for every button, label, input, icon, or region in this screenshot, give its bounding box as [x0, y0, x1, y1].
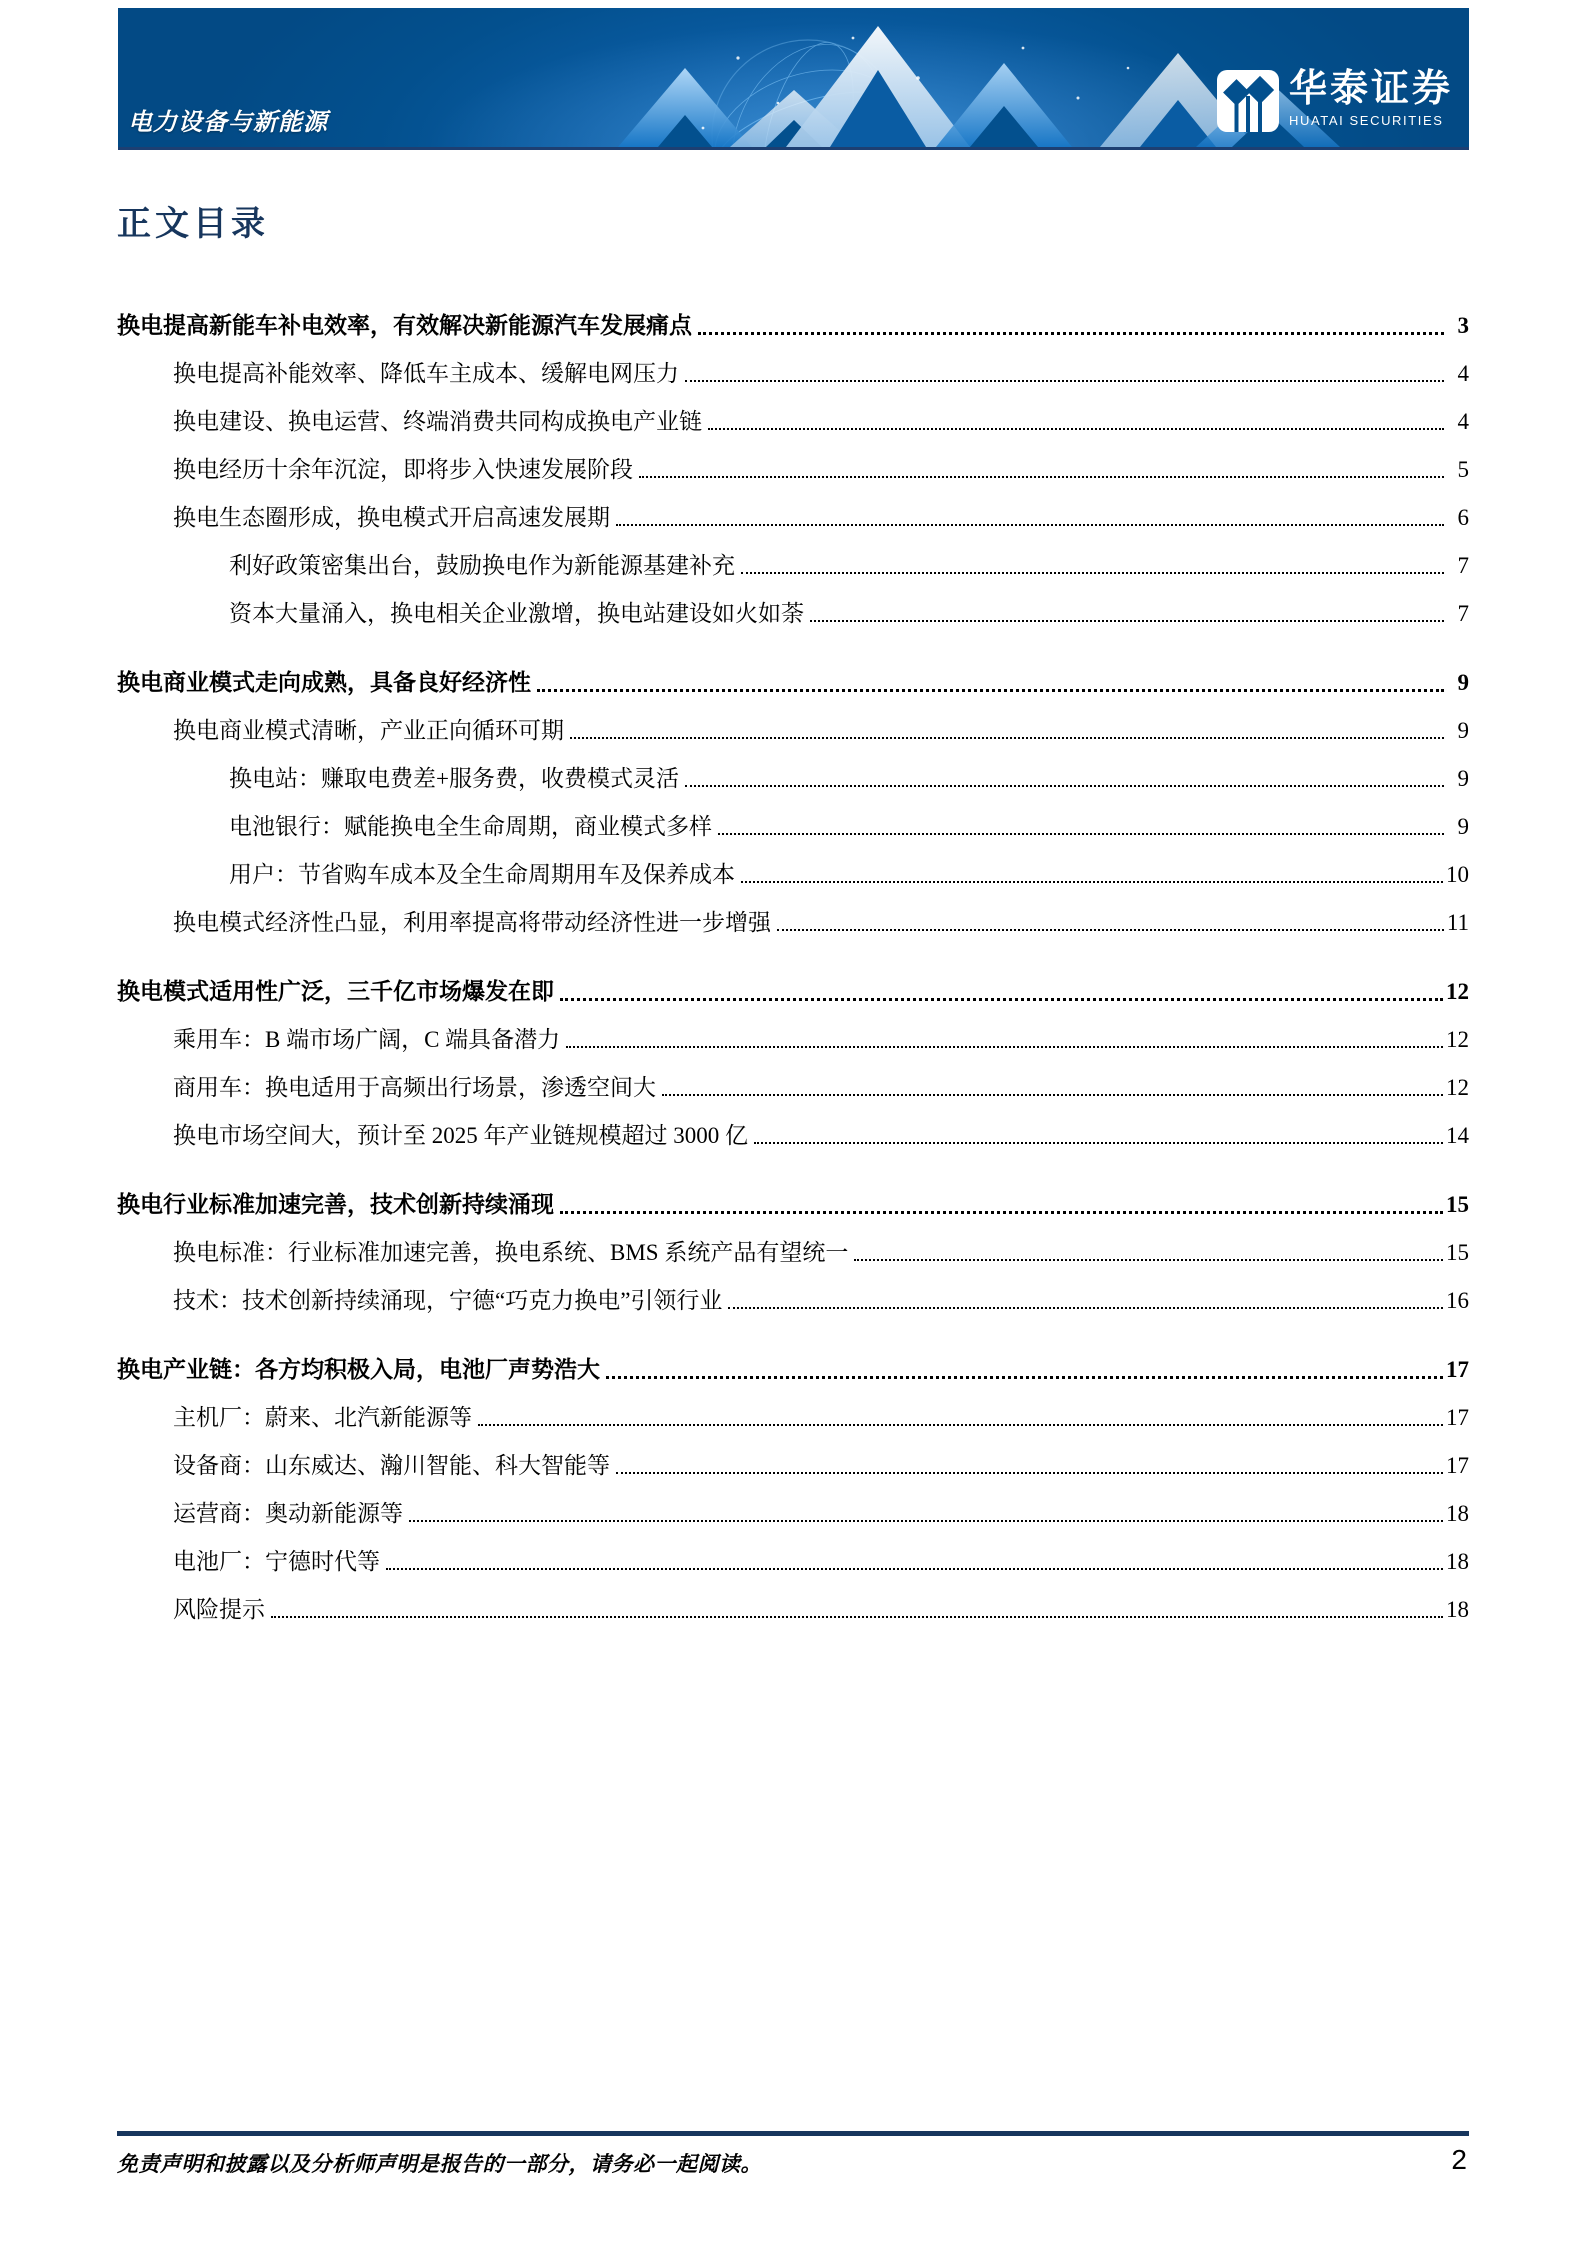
toc-entry-page-number: 17 [1446, 1356, 1469, 1382]
toc-entry-page-number: 18 [1446, 1548, 1469, 1574]
toc-entry-page-number: 10 [1446, 861, 1469, 887]
toc-leader-dots [639, 476, 1444, 478]
toc-leader-dots [854, 1259, 1443, 1261]
toc-entry[interactable] [117, 1433, 1469, 1481]
toc-entry[interactable] [117, 1337, 1469, 1385]
toc-leader-dots [741, 572, 1444, 574]
toc-entry-label: 换电商业模式走向成熟，具备良好经济性 [117, 669, 531, 695]
toc-entry[interactable] [117, 650, 1469, 698]
toc-entry-page-number: 9 [1457, 765, 1469, 791]
toc-leader-dots [478, 1424, 1443, 1426]
toc-entry-page-number: 5 [1457, 456, 1469, 482]
toc-leader-dots [606, 1376, 1443, 1379]
toc-entry-page-number: 17 [1446, 1452, 1469, 1478]
toc-entry[interactable] [117, 746, 1469, 794]
toc-entry-page-number: 15 [1446, 1191, 1469, 1217]
toc-entry-label: 风险提示 [173, 1596, 265, 1622]
toc-entry-label: 电池厂：宁德时代等 [173, 1548, 380, 1574]
toc-entry-label: 换电站：赚取电费差+服务费，收费模式灵活 [229, 765, 679, 791]
toc-entry-label: 换电提高补能效率、降低车主成本、缓解电网压力 [173, 360, 679, 386]
report-category-label: 电力设备与新能源 [128, 110, 328, 136]
toc-entry-page-number: 11 [1446, 909, 1469, 935]
toc-leader-dots [708, 428, 1444, 430]
toc-entry-label: 技术：技术创新持续涌现，宁德“巧克力换电”引领行业 [173, 1287, 723, 1313]
toc-entry-page-number: 14 [1446, 1122, 1469, 1148]
toc-entry[interactable] [117, 698, 1469, 746]
toc-entry[interactable] [117, 1103, 1469, 1151]
toc-leader-dots [271, 1616, 1443, 1618]
toc-entry[interactable] [117, 794, 1469, 842]
toc-entry-page-number: 6 [1457, 504, 1469, 530]
huatai-logo-icon [1217, 70, 1279, 132]
toc-entry[interactable] [117, 842, 1469, 890]
toc-leader-dots [570, 737, 1444, 739]
toc-leader-dots [560, 998, 1443, 1001]
toc-entry-page-number: 18 [1446, 1500, 1469, 1526]
toc-entry-label: 换电商业模式清晰，产业正向循环可期 [173, 717, 564, 743]
toc-entry-page-number: 12 [1446, 978, 1469, 1004]
toc-leader-dots [728, 1307, 1443, 1309]
toc-entry[interactable] [117, 1385, 1469, 1433]
toc-leader-dots [698, 332, 1444, 335]
toc-entry-label: 乘用车：B 端市场广阔，C 端具备潜力 [173, 1026, 561, 1052]
toc-entry-label: 换电提高新能车补电效率，有效解决新能源汽车发展痛点 [117, 312, 692, 338]
toc-entry-page-number: 17 [1446, 1404, 1469, 1430]
toc-leader-dots [662, 1094, 1443, 1096]
toc-entry-label: 换电生态圈形成，换电模式开启高速发展期 [173, 504, 610, 530]
toc-entry-label: 用户：节省购车成本及全生命周期用车及保养成本 [229, 861, 735, 887]
footer-disclaimer: 免责声明和披露以及分析师声明是报告的一部分，请务必一起阅读。 [117, 2152, 762, 2176]
toc-leader-dots [685, 785, 1444, 787]
toc-leader-dots [409, 1520, 1443, 1522]
toc-entry[interactable] [117, 1481, 1469, 1529]
toc-entry-label: 换电经历十余年沉淀，即将步入快速发展阶段 [173, 456, 633, 482]
toc-entry[interactable] [117, 1268, 1469, 1316]
toc-entry-page-number: 9 [1457, 813, 1469, 839]
toc-entry-label: 设备商：山东威达、瀚川智能、科大智能等 [173, 1452, 610, 1478]
toc-entry-label: 商用车：换电适用于高频出行场景，渗透空间大 [173, 1074, 656, 1100]
brand-block [1217, 70, 1453, 132]
toc-leader-dots [741, 881, 1443, 883]
footer-divider [117, 2131, 1469, 2136]
brand-name-en: HUATAI SECURITIES [1288, 113, 1444, 128]
toc-entry[interactable] [117, 1529, 1469, 1577]
toc-entry-label: 资本大量涌入，换电相关企业激增，换电站建设如火如荼 [229, 600, 804, 626]
header-banner [118, 8, 1469, 150]
toc-entry-label: 换电模式经济性凸显，利用率提高将带动经济性进一步增强 [173, 909, 771, 935]
toc-leader-dots [386, 1568, 1443, 1570]
toc-entry-page-number: 7 [1457, 600, 1469, 626]
toc-entry-label: 换电市场空间大，预计至 2025 年产业链规模超过 3000 亿 [173, 1122, 748, 1148]
brand-name-cn: 华泰证券 [1288, 68, 1453, 110]
toc-entry-page-number: 16 [1446, 1287, 1469, 1313]
toc-entry[interactable] [117, 1577, 1469, 1625]
toc-entry-page-number: 4 [1457, 408, 1469, 434]
toc-leader-dots [560, 1211, 1443, 1214]
toc-entry[interactable] [117, 341, 1469, 389]
toc-entry-label: 运营商：奥动新能源等 [173, 1500, 403, 1526]
toc-entry-label: 主机厂：蔚来、北汽新能源等 [173, 1404, 472, 1430]
toc-entry-page-number: 7 [1457, 552, 1469, 578]
toc-entry-label: 换电产业链：各方均积极入局，电池厂声势浩大 [117, 1356, 600, 1382]
toc-leader-dots [616, 524, 1444, 526]
toc-entry-label: 电池银行：赋能换电全生命周期，商业模式多样 [229, 813, 712, 839]
toc-entry[interactable] [117, 437, 1469, 485]
toc-title: 正文目录 [117, 206, 269, 243]
toc-entry[interactable] [117, 293, 1469, 341]
toc-entry[interactable] [117, 1055, 1469, 1103]
table-of-contents [117, 196, 1469, 1625]
toc-entry-page-number: 18 [1446, 1596, 1469, 1622]
toc-entry-page-number: 12 [1446, 1026, 1469, 1052]
toc-entry-label: 换电模式适用性广泛，三千亿市场爆发在即 [117, 978, 554, 1004]
toc-entry-label: 利好政策密集出台，鼓励换电作为新能源基建补充 [229, 552, 735, 578]
toc-leader-dots [754, 1142, 1443, 1144]
toc-entry[interactable] [117, 1172, 1469, 1220]
toc-leader-dots [537, 689, 1444, 692]
toc-entry[interactable] [117, 959, 1469, 1007]
toc-entry-page-number: 9 [1457, 669, 1469, 695]
toc-entry[interactable] [117, 581, 1469, 629]
toc-entry-label: 换电行业标准加速完善，技术创新持续涌现 [117, 1191, 554, 1217]
toc-entry[interactable] [117, 1007, 1469, 1055]
toc-entry-page-number: 15 [1446, 1239, 1469, 1265]
toc-list [117, 293, 1469, 1625]
toc-entry[interactable] [117, 389, 1469, 437]
toc-entry-page-number: 4 [1457, 360, 1469, 386]
footer-page-number: 2 [1451, 2144, 1467, 2175]
toc-entry-page-number: 9 [1457, 717, 1469, 743]
toc-entry[interactable] [117, 485, 1469, 533]
toc-leader-dots [777, 929, 1444, 931]
toc-entry[interactable] [117, 533, 1469, 581]
toc-leader-dots [616, 1472, 1443, 1474]
toc-leader-dots [810, 620, 1444, 622]
toc-leader-dots [566, 1046, 1443, 1048]
toc-entry-page-number: 12 [1446, 1074, 1469, 1100]
toc-entry-label: 换电建设、换电运营、终端消费共同构成换电产业链 [173, 408, 702, 434]
toc-entry[interactable] [117, 1220, 1469, 1268]
toc-entry-page-number: 3 [1457, 312, 1469, 338]
toc-leader-dots [685, 380, 1444, 382]
toc-leader-dots [718, 833, 1444, 835]
toc-entry[interactable] [117, 890, 1469, 938]
toc-entry-label: 换电标准：行业标准加速完善，换电系统、BMS 系统产品有望统一 [173, 1239, 849, 1265]
